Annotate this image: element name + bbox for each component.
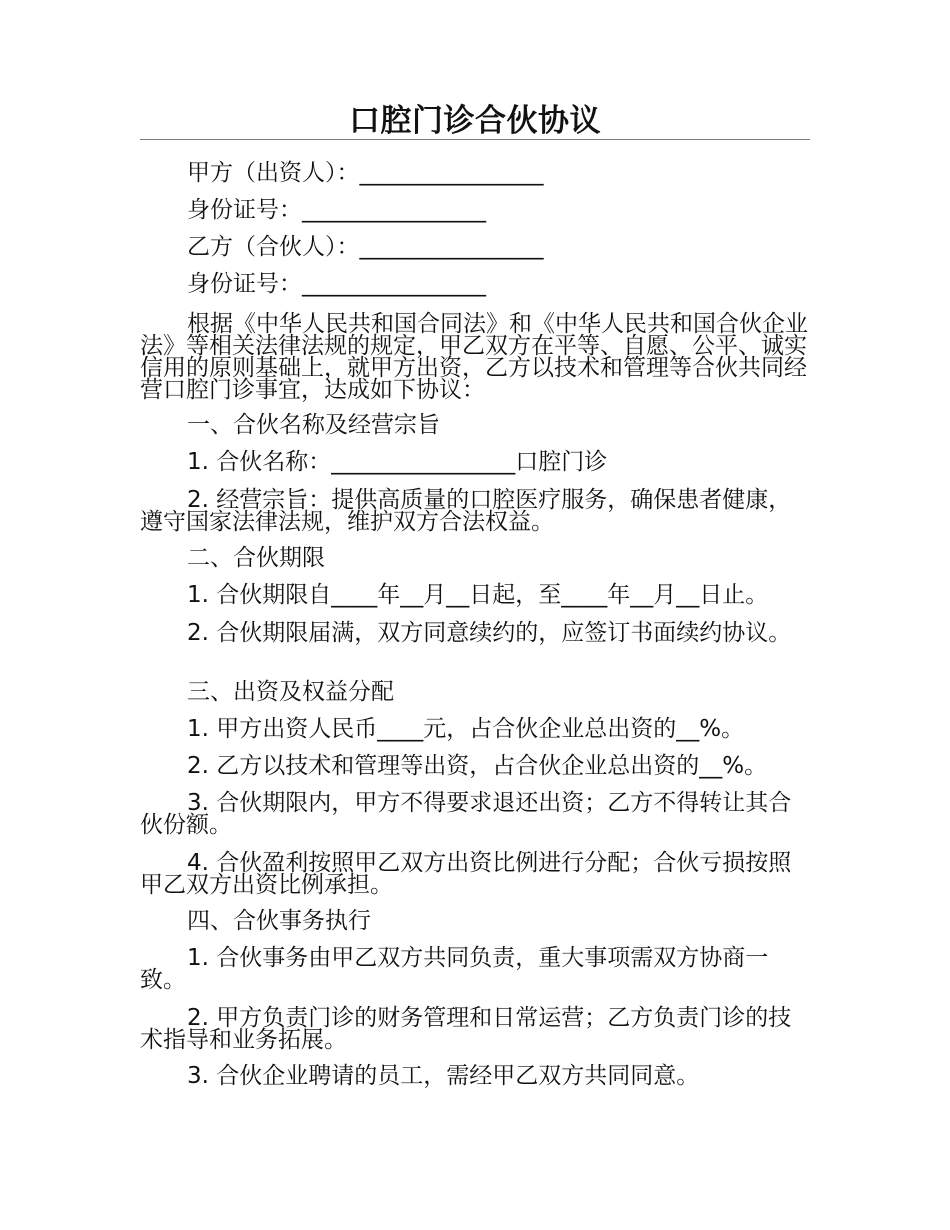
clause-4-1: 1. 合伙事务由甲乙双方共同负责，重大事项需双方协商一致。 <box>140 945 769 993</box>
clause-3-2: 2. 乙方以技术和管理等出资，占合伙企业总出资的__%。 <box>187 753 768 779</box>
section-heading-4: 四、合伙事务执行 <box>187 908 371 934</box>
section-heading-1: 一、合伙名称及经营宗旨 <box>187 412 440 438</box>
clause-3-4: 4. 合伙盈利按照甲乙双方出资比例进行分配；合伙亏损按照甲乙双方出资比例承担。 <box>140 850 792 898</box>
party-a-id-field: 身份证号：________________ <box>187 197 486 223</box>
party-a-field: 甲方（出资人）：________________ <box>187 160 544 186</box>
clause-2-2: 2. 合伙期限届满，双方同意续约的，应签订书面续约协议。 <box>187 620 792 646</box>
party-b-id-field: 身份证号：________________ <box>187 271 486 297</box>
party-b-field: 乙方（合伙人）：________________ <box>187 234 544 260</box>
clause-3-3: 3. 合伙期限内，甲方不得要求退还出资；乙方不得转让其合伙份额。 <box>140 790 792 838</box>
title-underline <box>140 139 810 140</box>
clause-1-1: 1. 合伙名称：________________口腔门诊 <box>187 449 608 475</box>
section-heading-3: 三、出资及权益分配 <box>187 679 394 705</box>
document-title: 口腔门诊合伙协议 <box>349 103 601 139</box>
clause-1-2: 2. 经营宗旨：提供高质量的口腔医疗服务，确保患者健康，遵守国家法律法规，维护双方合法权益。 <box>140 487 792 535</box>
preamble-paragraph: 根据《中华人民共和国合同法》和《中华人民共和国合伙企业法》等相关法律法规的规定，甲乙双方在平等、自愿、公平、诚实信用的原则基础上，就甲方出资，乙方以技术和管理等合伙共同经营口腔门诊事宜，达成如下协议： <box>140 311 808 403</box>
clause-4-2: 2. 甲方负责门诊的财务管理和日常运营；乙方负责门诊的技术指导和业务拓展。 <box>140 1005 792 1053</box>
clause-4-3: 3. 合伙企业聘请的员工，需经甲乙双方共同同意。 <box>187 1063 700 1089</box>
clause-3-1: 1. 甲方出资人民币____元，占合伙企业总出资的__%。 <box>187 716 745 742</box>
clause-2-1: 1. 合伙期限自____年__月__日起，至____年__月__日止。 <box>187 582 769 608</box>
section-heading-2: 二、合伙期限 <box>187 545 325 571</box>
